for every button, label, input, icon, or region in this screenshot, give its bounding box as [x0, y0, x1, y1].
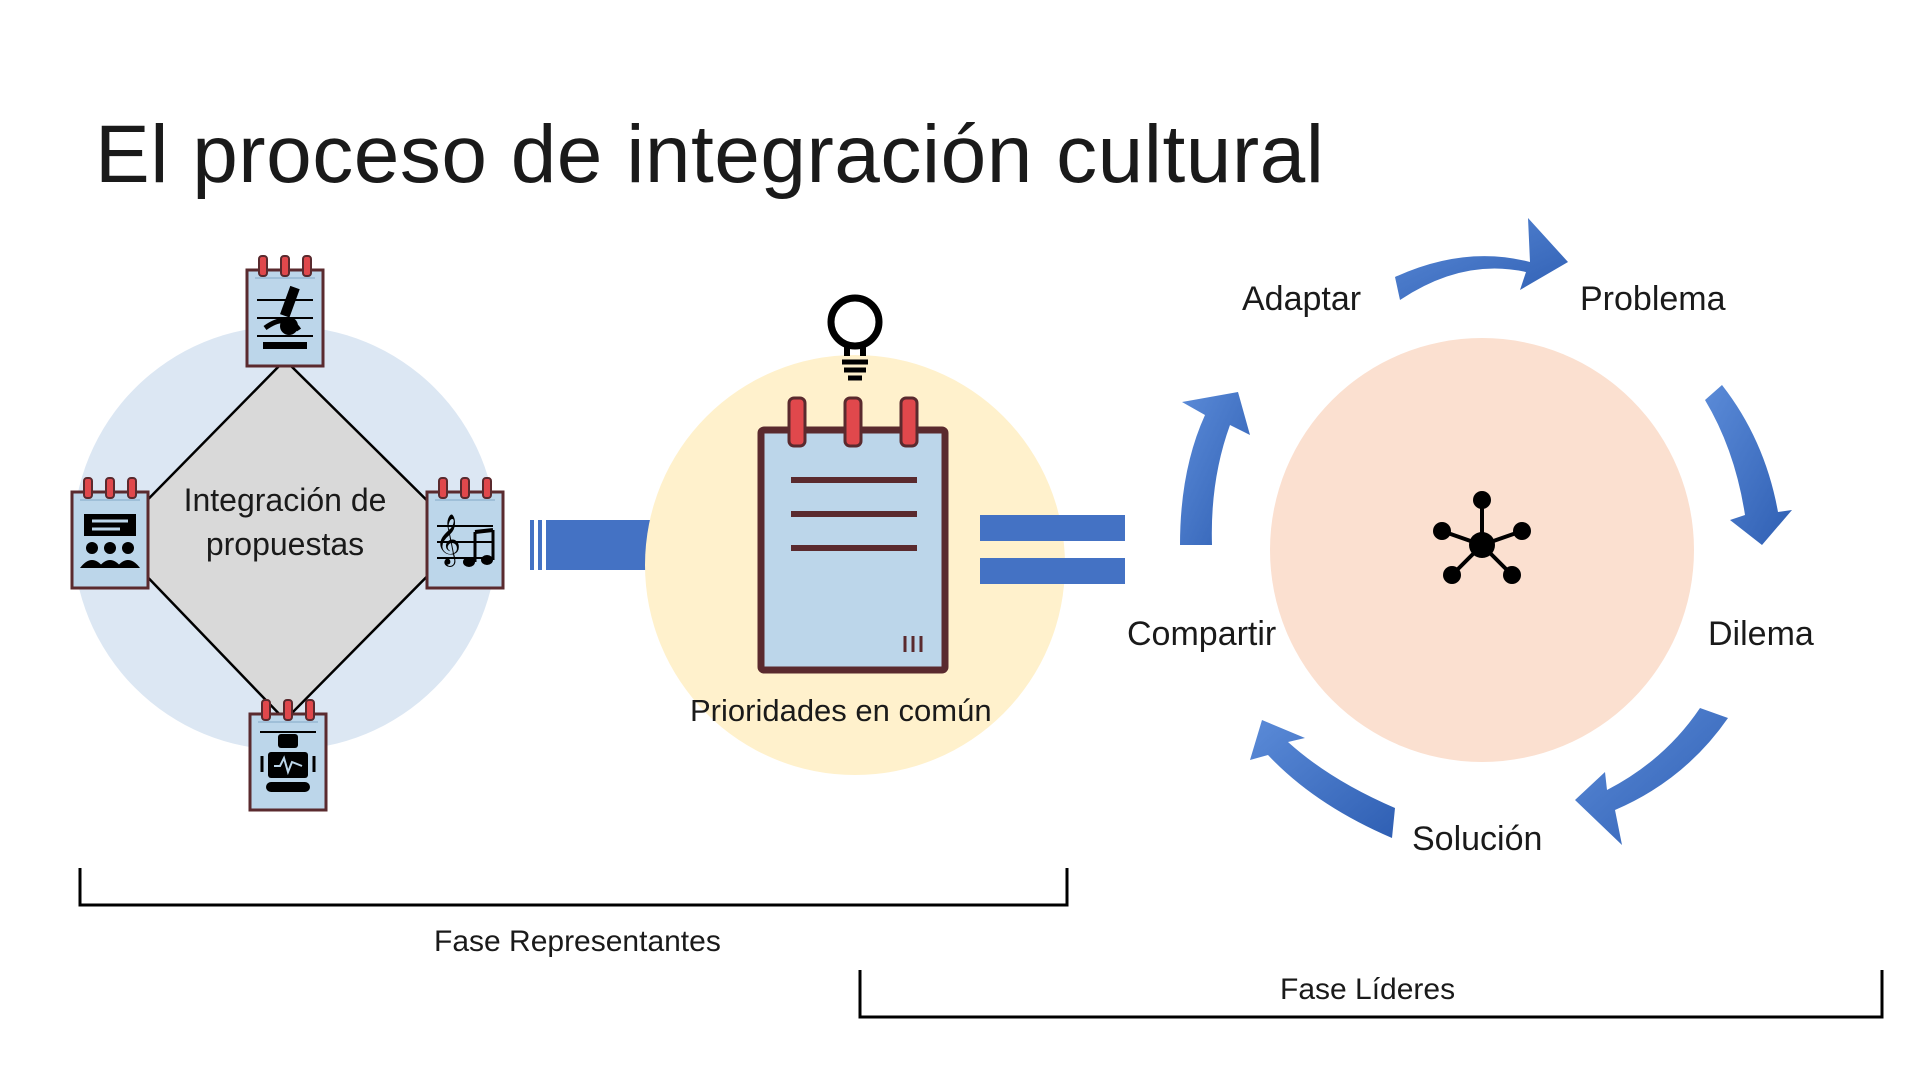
phase-lideres-label: Fase Líderes — [1280, 973, 1456, 1006]
priorities-notepad — [761, 398, 945, 670]
note-music — [427, 478, 503, 588]
cycle-step-solucion: Solución — [1412, 820, 1543, 858]
cycle-step-compartir: Compartir — [1127, 615, 1277, 653]
arrow-dilema-to-solucion — [1575, 708, 1728, 845]
arrow-adaptar-to-problema — [1395, 218, 1568, 300]
note-presentation — [72, 478, 148, 588]
cycle-step-dilema: Dilema — [1708, 615, 1814, 653]
bracket-representantes — [80, 868, 1067, 905]
slide-title: El proceso de integración cultural — [95, 109, 1325, 200]
phase-representantes-label: Fase Representantes — [434, 925, 721, 958]
arrow-compartir-to-adaptar — [1180, 392, 1250, 545]
arrow-problema-to-dilema — [1705, 385, 1792, 545]
cycle-step-problema: Problema — [1580, 280, 1726, 318]
integration-label-line1: Integración de — [183, 482, 387, 518]
note-microscope — [247, 256, 323, 366]
note-robot — [250, 700, 326, 810]
arrow-solucion-to-compartir — [1250, 720, 1395, 838]
svg-text:𝄞: 𝄞 — [435, 514, 462, 565]
integration-label-line2: propuestas — [205, 526, 365, 562]
integration-center-label — [165, 478, 405, 566]
priorities-label: Prioridades en común — [690, 693, 992, 728]
cycle-step-adaptar: Adaptar — [1242, 280, 1362, 318]
